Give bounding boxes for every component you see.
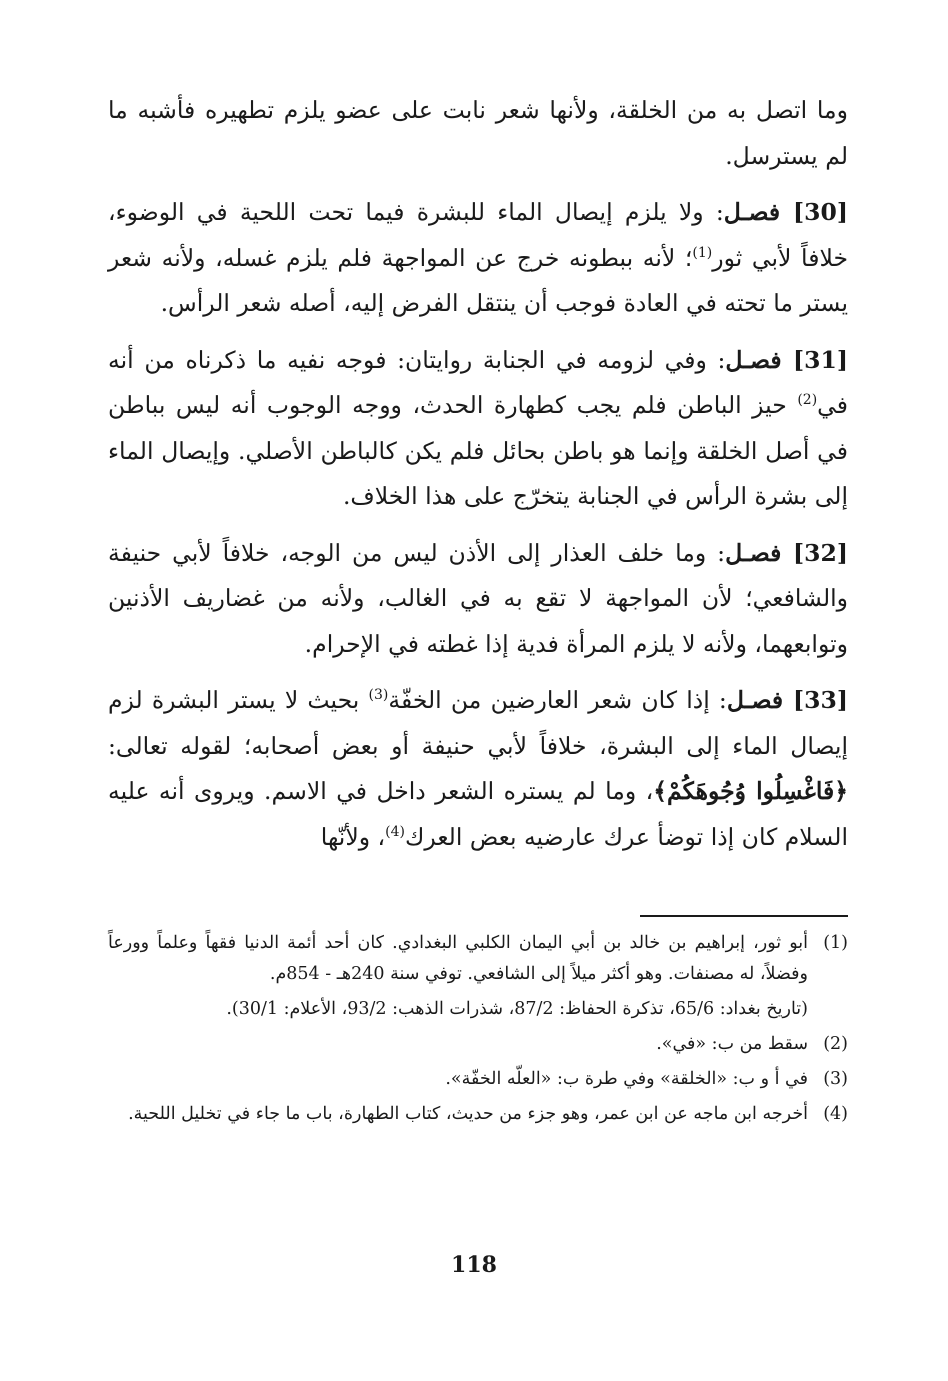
footnote-number: (1) <box>823 933 848 953</box>
paragraph-text: بحيث لا يستر البشرة لزم إيصال الماء إلى البشرة، خلافاً لأبي حنيفة أو بعض أصحابه؛ لقوله تعالى: <box>108 686 848 760</box>
footnote-text: سقط من ب: «في». <box>656 1034 808 1054</box>
section-heading: [32] فصـل <box>725 538 848 567</box>
footnote-separator <box>640 915 848 917</box>
paragraph-text: ، وما لم يستره الشعر داخل في الاسم. ويروى أنه عليه السلام كان إذا توضأ عرك عارضيه بعض العرك <box>108 777 848 851</box>
footnote-text: أخرجه ابن ماجه عن ابن عمر، وهو جزء من حديث، كتاب الطهارة، باب ما جاء في تخليل اللحية. <box>128 1104 808 1124</box>
footnote-item <box>108 1064 848 1095</box>
page-number: 118 <box>451 1252 497 1278</box>
paragraph-p30 <box>108 190 848 327</box>
paragraph-p0 <box>108 88 848 179</box>
paragraph-p32 <box>108 531 848 668</box>
paragraph-text: : إذا كان شعر العارضين من الخفّة <box>388 686 727 714</box>
footnote-text: أبو ثور، إبراهيم بن خالد بن أبي اليمان الكلبي البغدادي. كان أحد أئمة الدنيا فقهاً وعلماً وورعاً وفضلاً، له مصنفات. وهو أكثر ميلاً إلى الشافعي. توفي سنة 240هـ - 854م. <box>108 933 808 984</box>
footnote-text: في أ و ب: «الخلقة» وفي طرة ب: «العلّه الخفّة». <box>445 1069 808 1089</box>
section-heading: [30] فصـل <box>723 198 848 226</box>
paragraph-text: ؛ لأنه ببطونه خرج عن المواجهة فلم يلزم غسله، ولأنه شعر يستر ما تحته في العادة فوجب أن ينتقل الفرض إليه، أصله شعر الرأس. <box>108 243 848 317</box>
paragraph-text: : وفي لزومه في الجنابة روايتان: فوجه نفيه ما ذكرناه من أنه في <box>108 345 848 419</box>
paragraph-text: حيز الباطن فلم يجب كطهارة الحدث، ووجه الوجوب أنه ليس بباطن في أصل الخلقة وإنما هو باطن بحائل فلم يكن كالباطن الأصلي. وإيصال الماء إلى بشرة الرأس في الجنابة يتخرّج على هذا الخلاف. <box>108 391 848 510</box>
paragraph-text: : ولا يلزم إيصال الماء للبشرة فيما تحت اللحية في الوضوء، خلافاً لأبي ثور <box>108 198 848 272</box>
section-heading: [31] فصـل <box>725 345 848 374</box>
footnote-item <box>108 928 848 990</box>
paragraph-p33 <box>108 678 848 860</box>
footnote-marker: (3) <box>368 687 389 704</box>
quran-quote: ﴿فَاغْسِلُوا وُجُوهَكُمْ﴾ <box>653 777 849 805</box>
footnote-item <box>108 1029 848 1060</box>
paragraph-text: وما اتصل به من الخلقة، ولأنها شعر نابت على عضو يلزم تطهيره فأشبه ما لم يسترسل. <box>108 96 848 170</box>
paragraph-p31 <box>108 338 848 520</box>
footnote-number: (3) <box>823 1069 848 1089</box>
footnote-item <box>108 1099 848 1130</box>
main-text <box>108 88 848 871</box>
section-heading: [33] فصـل <box>726 686 848 714</box>
footnote-text: (تاريخ بغداد: 65/6، تذكرة الحفاظ: 87/2، شذرات الذهب: 93/2، الأعلام: 30/1). <box>226 999 808 1019</box>
paragraph-text: ، ولأنّها <box>320 822 386 851</box>
paragraph-text: : وما خلف العذار إلى الأذن ليس من الوجه، خلافاً لأبي حنيفة والشافعي؛ لأن المواجهة لا تقع به في الغالب، ولأنه من غضاريف الأذنين وتوابعهما، ولأنه لا يلزم المرأة فدية إذا غطته في الإحرام. <box>108 538 848 658</box>
footnotes <box>108 928 848 1134</box>
footnote-item <box>108 994 848 1025</box>
footnote-marker: (2) <box>797 392 818 409</box>
footnote-marker: (4) <box>385 823 405 840</box>
footnote-marker: (1) <box>692 244 713 261</box>
footnote-number <box>808 994 848 1025</box>
footnote-number: (2) <box>823 1034 848 1054</box>
footnote-number: (4) <box>823 1104 848 1124</box>
